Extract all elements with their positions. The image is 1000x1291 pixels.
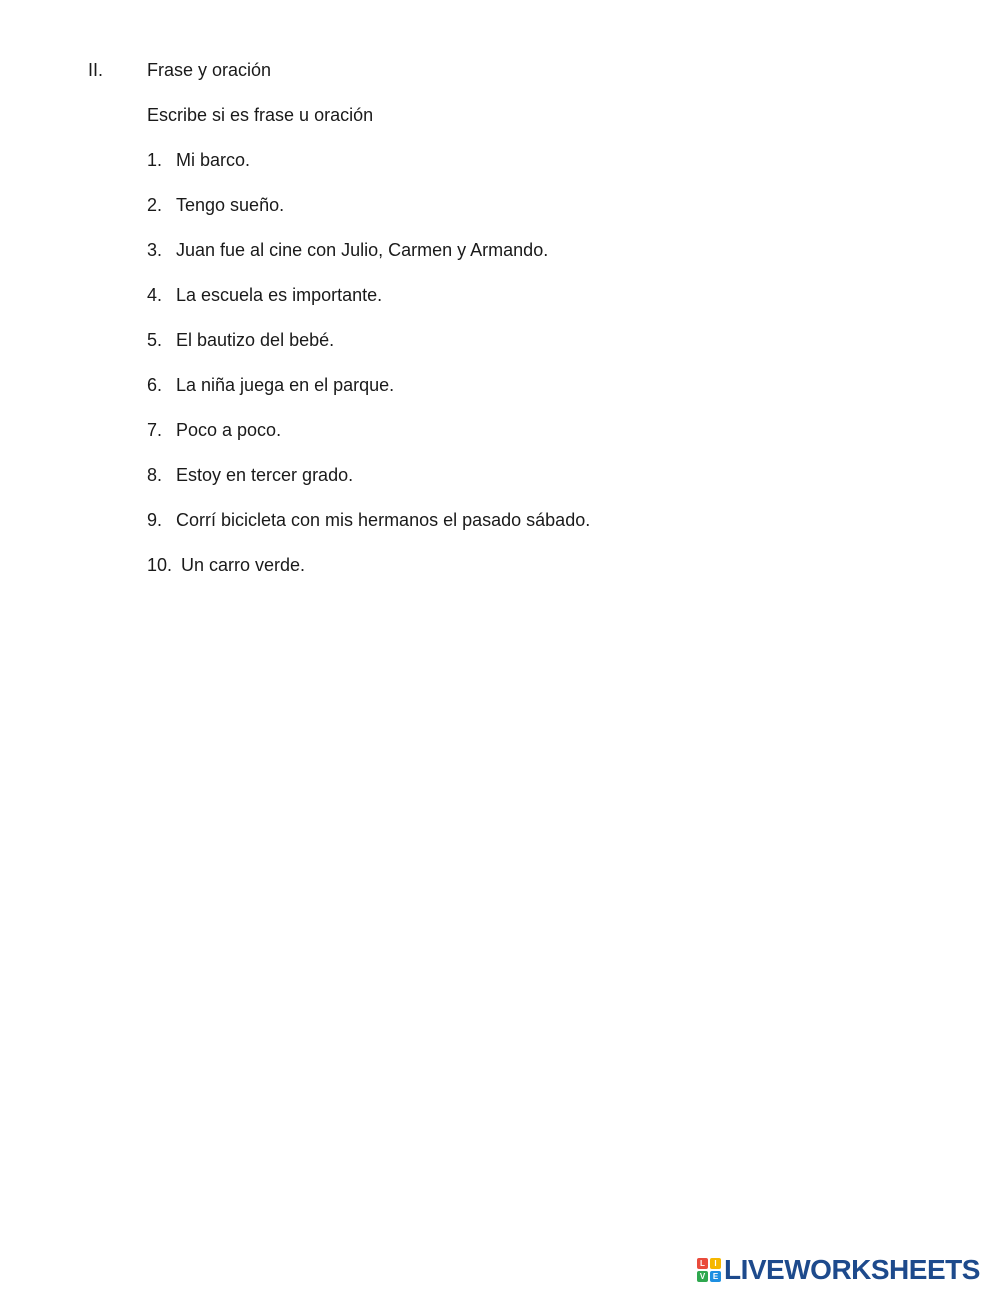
list-item [147,150,590,195]
item-number: 1. [147,150,163,170]
item-text: La escuela es importante. [176,285,383,305]
exercise-list [147,150,590,600]
item-number: 3. [147,240,163,260]
item-text: Poco a poco. [176,420,282,440]
list-item [147,285,590,330]
brand-text: LIVEWORKSHEETS [724,1254,980,1285]
item-number: 7. [147,420,163,440]
section-number: II. [88,60,104,80]
list-item [147,555,590,600]
item-text: Juan fue al cine con Julio, Carmen y Armando. [176,240,549,260]
item-text: Un carro verde. [181,555,306,575]
item-number: 8. [147,465,163,485]
item-text: Corrí bicicleta con mis hermanos el pasado sábado. [176,510,591,530]
item-text: El bautizo del bebé. [176,330,335,350]
list-item [147,510,590,555]
list-item [147,375,590,420]
liveworksheets-logo-icon: L I V E [697,1258,721,1282]
item-number: 10. [147,555,173,575]
item-text: La niña juega en el parque. [176,375,395,395]
item-number: 4. [147,285,163,305]
item-text: Estoy en tercer grado. [176,465,354,485]
list-item [147,330,590,375]
list-item [147,420,590,465]
item-number: 9. [147,510,163,530]
list-item [147,465,590,510]
list-item [147,195,590,240]
item-text: Tengo sueño. [176,195,285,215]
instruction: Escribe si es frase u oración [147,105,374,125]
item-number: 5. [147,330,163,350]
item-number: 2. [147,195,163,215]
item-text: Mi barco. [176,150,251,170]
liveworksheets-brand [697,1255,980,1285]
list-item [147,240,590,285]
section-title: Frase y oración [147,60,272,80]
item-number: 6. [147,375,163,395]
